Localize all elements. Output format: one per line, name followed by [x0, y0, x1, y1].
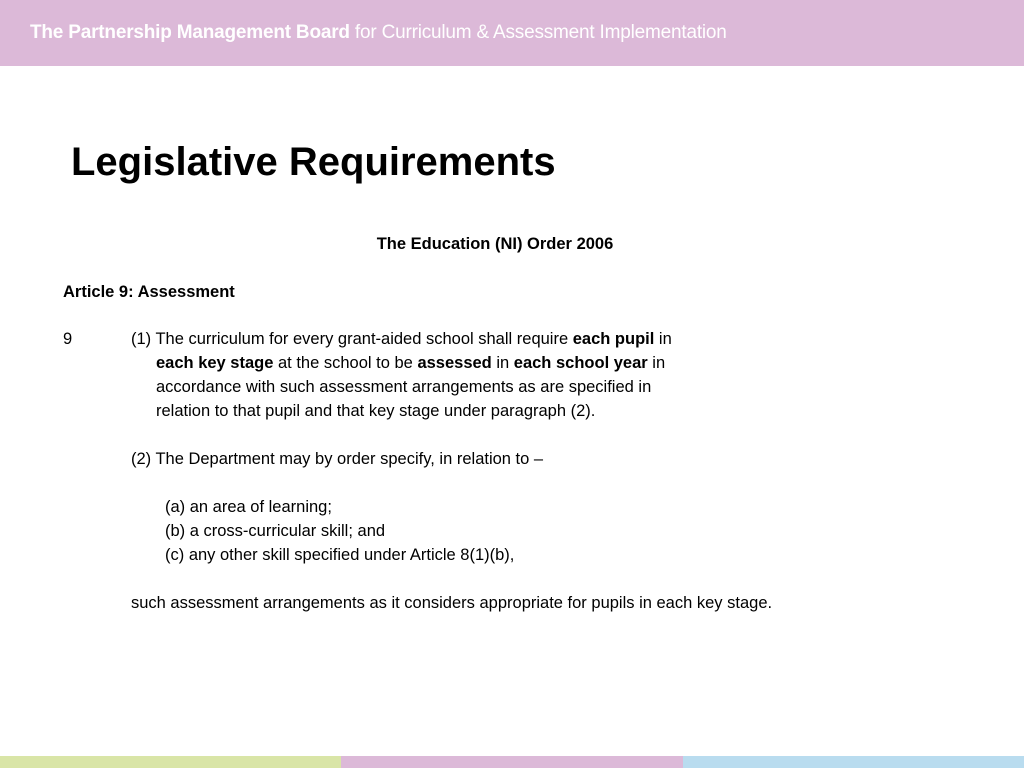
- p1-text-3: at the school to be: [273, 354, 418, 372]
- organization-name-rest: for Curriculum & Assessment Implementation: [349, 22, 727, 43]
- list-item: (c) any other skill specified under Article 8(1)(b),: [165, 546, 515, 564]
- header-banner: [0, 0, 1024, 66]
- slide-title: Legislative Requirements: [71, 140, 556, 184]
- paragraph-1: [131, 327, 672, 423]
- article-heading: Article 9: Assessment: [63, 283, 235, 301]
- section-number: 9: [63, 330, 73, 348]
- footer-stripe-green: [0, 756, 341, 768]
- closing-line: such assessment arrangements as it considers appropriate for pupils in each key stage.: [131, 594, 773, 612]
- p1-bold-each-school-year: each school year: [513, 354, 648, 372]
- list-item: (b) a cross-curricular skill; and: [165, 522, 386, 540]
- p1-bold-each-key-stage: each key stage: [156, 354, 274, 372]
- paragraph-1-line-2: [131, 351, 672, 375]
- footer-stripes: [0, 756, 1024, 768]
- paragraph-2-list: [165, 495, 514, 567]
- paragraph-2: (2) The Department may by order specify, in relation to –: [131, 450, 544, 468]
- footer-stripe-pink: [341, 756, 682, 768]
- organization-name: [30, 22, 727, 44]
- paragraph-1-line-3: accordance with such assessment arrangements as are specified in: [156, 378, 652, 396]
- p1-text-2: in: [654, 330, 672, 348]
- organization-name-strong: The Partnership Management Board: [30, 22, 350, 43]
- paragraph-1-line-1: [131, 327, 672, 351]
- paragraph-1-line-4: relation to that pupil and that key stage under paragraph (2).: [156, 402, 596, 420]
- p1-bold-assessed: assessed: [417, 354, 492, 372]
- p1-text-1: (1) The curriculum for every grant-aided school shall require: [131, 330, 573, 348]
- p1-text-5: in: [647, 354, 666, 372]
- p1-text-4: in: [491, 354, 514, 372]
- list-item: (a) an area of learning;: [165, 498, 332, 516]
- order-subtitle: The Education (NI) Order 2006: [376, 235, 614, 253]
- footer-stripe-blue: [683, 756, 1024, 768]
- p1-bold-each-pupil: each pupil: [572, 330, 655, 348]
